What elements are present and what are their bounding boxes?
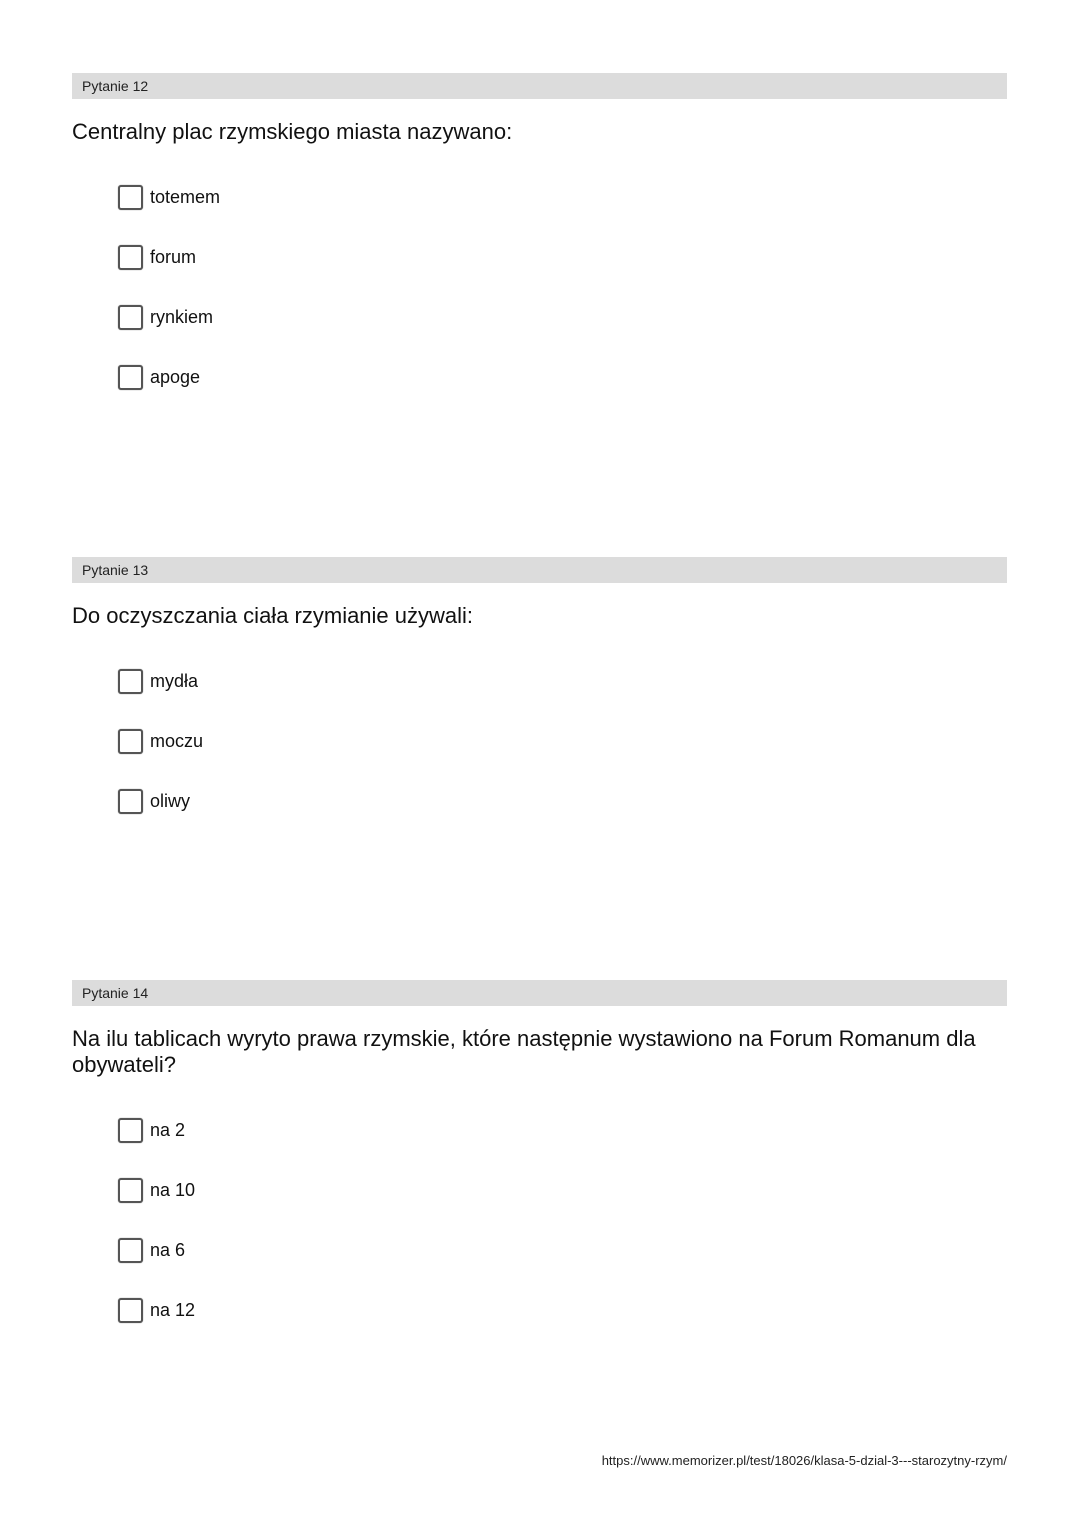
question-13 — [72, 557, 1007, 849]
option[interactable] — [118, 789, 1007, 813]
option-label: rynkiem — [150, 306, 214, 327]
question-title: Na ilu tablicach wyryto prawa rzymskie, które następnie wystawiono na Forum Romanum dla obywateli? — [72, 1026, 976, 1077]
question-label: Pytanie 13 — [72, 557, 1007, 583]
option-label: moczu — [150, 730, 204, 751]
option-label: forum — [150, 246, 197, 267]
option[interactable] — [118, 1118, 1007, 1142]
option-label: na 2 — [150, 1119, 186, 1140]
option[interactable] — [118, 245, 1007, 269]
checkbox[interactable] — [118, 305, 143, 330]
footer-url: https://www.memorizer.pl/test/18026/klasa-5-dzial-3---starozytny-rzym/ — [601, 1453, 1007, 1468]
question-label: Pytanie 14 — [72, 980, 1007, 1006]
question-12 — [72, 73, 1007, 425]
option[interactable] — [118, 729, 1007, 753]
checkbox[interactable] — [118, 1298, 143, 1323]
question-title: Do oczyszczania ciała rzymianie używali: — [72, 603, 474, 628]
checkbox[interactable] — [118, 1178, 143, 1203]
question-title: Centralny plac rzymskiego miasta nazywano: — [72, 119, 513, 144]
option-label: na 6 — [150, 1239, 186, 1260]
checkbox[interactable] — [118, 669, 143, 694]
option[interactable] — [118, 1238, 1007, 1262]
option[interactable] — [118, 185, 1007, 209]
checkbox[interactable] — [118, 185, 143, 210]
checkbox[interactable] — [118, 245, 143, 270]
question-label: Pytanie 12 — [72, 73, 1007, 99]
option[interactable] — [118, 1178, 1007, 1202]
option[interactable] — [118, 365, 1007, 389]
checkbox[interactable] — [118, 1118, 143, 1143]
question-14 — [72, 980, 1007, 1358]
checkbox[interactable] — [118, 729, 143, 754]
option-label: na 12 — [150, 1299, 196, 1320]
option[interactable] — [118, 669, 1007, 693]
option[interactable] — [118, 1298, 1007, 1322]
option-label: mydła — [150, 670, 199, 691]
option-label: oliwy — [150, 790, 191, 811]
option[interactable] — [118, 305, 1007, 329]
option-label: totemem — [150, 186, 221, 207]
checkbox[interactable] — [118, 365, 143, 390]
option-label: na 10 — [150, 1179, 196, 1200]
option-label: apoge — [150, 366, 201, 387]
checkbox[interactable] — [118, 789, 143, 814]
checkbox[interactable] — [118, 1238, 143, 1263]
